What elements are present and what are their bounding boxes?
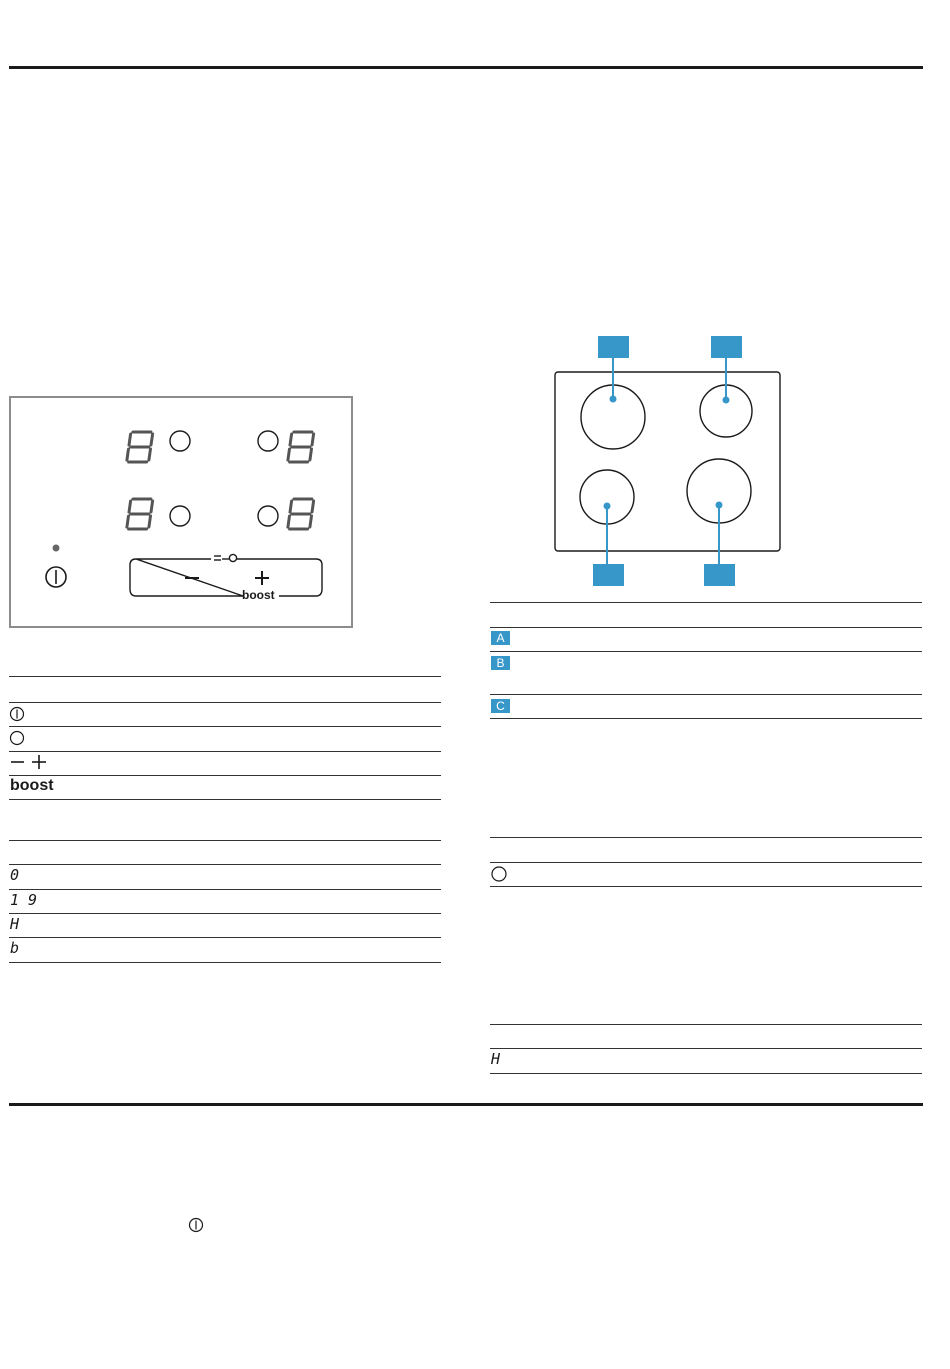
circle-icon	[9, 730, 25, 746]
callout-box	[704, 564, 735, 586]
table5-rule	[490, 1073, 922, 1074]
table2-rule	[9, 889, 441, 890]
power-icon	[46, 567, 66, 587]
table1-rule	[9, 726, 441, 727]
bottom-rule	[9, 1103, 923, 1106]
zone-select-circle-icon	[170, 506, 190, 526]
badge-a: A	[491, 631, 510, 645]
zone-select-circle-icon	[170, 431, 190, 451]
callout-box	[598, 336, 629, 358]
table3-rule	[490, 718, 922, 719]
table2-rule	[9, 962, 441, 963]
table1-rule	[9, 676, 441, 677]
display-symbol-h: H	[10, 915, 20, 933]
display-symbol-0: 0	[10, 866, 20, 884]
power-icon	[9, 706, 25, 722]
display-symbol-h: H	[491, 1050, 501, 1068]
table1-rule	[9, 751, 441, 752]
table3-rule	[490, 627, 922, 628]
table1-rule	[9, 799, 441, 800]
table3-rule	[490, 602, 922, 603]
table4-rule	[490, 837, 922, 838]
table4-rule	[490, 862, 922, 863]
panel-boost-label: boost	[242, 588, 275, 602]
display-symbol-b: b	[10, 939, 20, 957]
table5-rule	[490, 1024, 922, 1025]
zone-select-circle-icon	[258, 506, 278, 526]
seven-segment-8-icon	[127, 432, 314, 529]
table3-rule	[490, 694, 922, 695]
top-rule	[9, 66, 923, 69]
callout-box	[593, 564, 624, 586]
badge-b: B	[491, 656, 510, 670]
minus-plus-icon	[9, 754, 49, 770]
plus-icon	[255, 571, 269, 585]
badge-c: C	[491, 699, 510, 713]
table2-rule	[9, 840, 441, 841]
table5-rule	[490, 1048, 922, 1049]
display-symbol-1-9: 1 9	[10, 891, 38, 909]
table1-rule	[9, 702, 441, 703]
callout-box	[711, 336, 742, 358]
slider-control	[130, 554, 322, 596]
table2-rule	[9, 864, 441, 865]
table4-rule	[490, 886, 922, 887]
control-panel-illustration	[9, 396, 353, 628]
power-icon	[188, 1217, 204, 1233]
zone-select-circle-icon	[258, 431, 278, 451]
table2-rule	[9, 937, 441, 938]
table2-rule	[9, 913, 441, 914]
table1-rule	[9, 775, 441, 776]
table3-rule	[490, 651, 922, 652]
control-panel-drawing	[11, 398, 351, 626]
indicator-light-icon	[53, 545, 60, 552]
boost-label: boost	[10, 777, 54, 794]
circle-icon	[490, 865, 508, 883]
hob-illustration	[540, 330, 800, 590]
